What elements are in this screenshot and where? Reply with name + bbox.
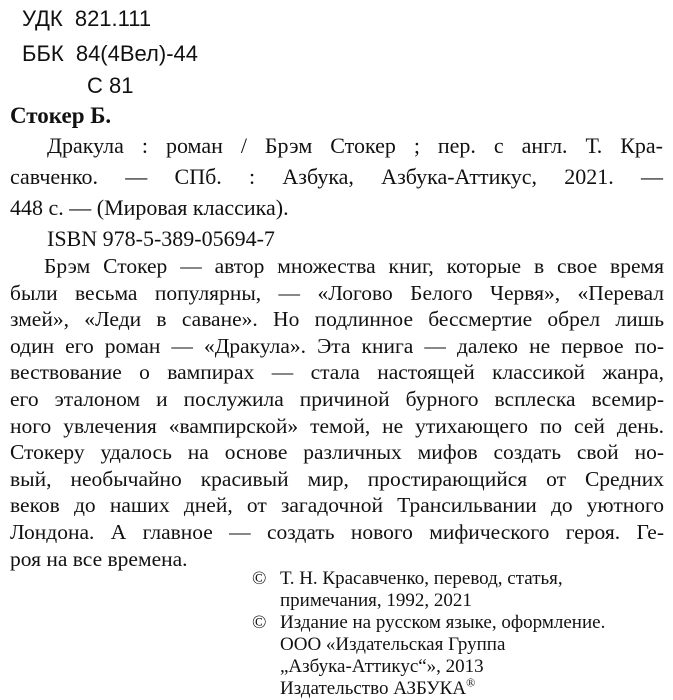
description-line-2: савченко. — СПб. : Азбука, Азбука-Аттикус, 2021. — xyxy=(10,164,663,189)
annotation xyxy=(10,253,664,572)
author-heading: Стокер Б. xyxy=(10,103,112,128)
udk-line xyxy=(22,6,151,32)
bbk-line xyxy=(22,41,198,67)
annotation-line: Лондона. А главное — создать нового мифического героя. Ге- xyxy=(10,519,664,544)
annotation-line: один его роман — «Дракула». Эта книга — далеко не первое по- xyxy=(10,333,664,358)
annotation-line: змей», «Леди в саване». Но подлинное бессмертие обрел лишь xyxy=(10,307,664,332)
udk-label: УДК xyxy=(22,6,63,31)
copyright-icon: © xyxy=(252,568,267,589)
registered-mark-icon: ® xyxy=(466,675,476,690)
annotation-line: были весьма популярны, — «Логово Белого Червя», «Перевал xyxy=(10,280,664,305)
copyright-line: примечания, 1992, 2021 xyxy=(280,590,472,611)
annotation-line: Брэм Стокер — автор множества книг, которые в свое время xyxy=(44,254,664,278)
isbn: ISBN 978-5-389-05694-7 xyxy=(47,226,275,251)
bbk-value: 84(4Вел)-44 xyxy=(75,41,198,66)
copyright-line: Издание на русском языке, оформление. xyxy=(280,612,606,633)
description-line-1: Дракула : роман / Брэм Стокер ; пер. с англ. Т. Кра- xyxy=(47,133,663,158)
copyright-line: ООО «Издательская Группа xyxy=(280,634,506,655)
author-mark: С 81 xyxy=(87,73,134,98)
publisher-name: Издательство АЗБУКА xyxy=(280,678,467,699)
bbk-label: ББК xyxy=(22,41,64,66)
copyright-block xyxy=(252,568,662,700)
annotation-line: ного увлечения «вампирской» темой, не утихающего по сей день. xyxy=(10,413,664,438)
copyright-line: Т. Н. Красавченко, перевод, статья, xyxy=(280,568,563,589)
copyright-line: „Азбука-Аттикус“», 2013 xyxy=(280,656,484,677)
copyright-notice-1 xyxy=(252,568,662,590)
annotation-line: Стокеру удалось на основе различных мифов создать свой но- xyxy=(10,440,664,465)
description-line-3: 448 с. — (Мировая классика). xyxy=(10,195,289,220)
annotation-line: вествование о вампирах — стала настоящей классикой жанра, xyxy=(10,360,664,385)
copyright-publisher xyxy=(252,675,662,700)
copyright-notice-2 xyxy=(252,612,662,634)
annotation-line: вый, необычайно красивый мир, простирающийся от Средних xyxy=(10,466,664,491)
annotation-line: роя на все времена. xyxy=(10,546,188,571)
udk-value: 821.111 xyxy=(74,6,152,31)
annotation-line: веков до наших дней, от загадочной Трансильвании до уютного xyxy=(10,493,664,518)
copyright-icon: © xyxy=(252,612,267,633)
annotation-line: его эталоном и послужила причиной бурного всплеска всемир- xyxy=(10,386,664,411)
